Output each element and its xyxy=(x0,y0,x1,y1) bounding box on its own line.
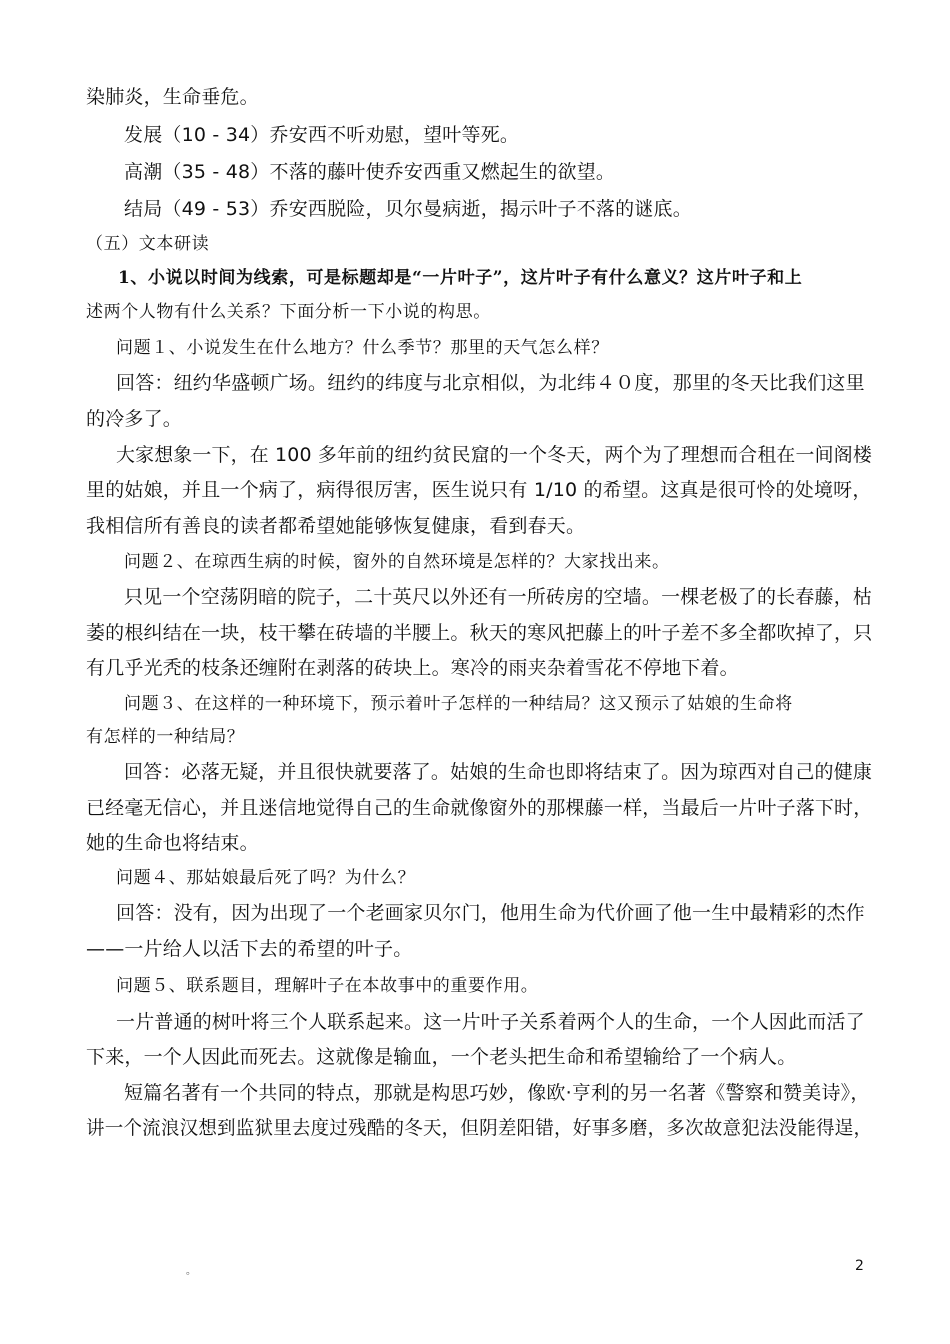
text-line: 1、小说以时间为线索，可是标题却是“一片叶子”，这片叶子有什么意义？这片叶子和上 xyxy=(118,268,803,288)
question-line: 问题２、在琼西生病的时候，窗外的自然环境是怎样的？大家找出来。 xyxy=(124,552,670,572)
answer-line: 她的生命也将结束。 xyxy=(86,832,259,854)
question-line: 有怎样的一种结局？ xyxy=(86,727,245,747)
text-line: 我相信所有善良的读者都希望她能够恢复健康，看到春天。 xyxy=(86,515,586,537)
text-line: 只见一个空荡阴暗的院子，二十英尺以外还有一所砖房的空墙。一棵老极了的长春藤，枯 xyxy=(124,586,873,608)
answer-line: 的冷多了。 xyxy=(86,408,183,430)
text-line: 大家想象一下，在 100 多年前的纽约贫民窟的一个冬天，两个为了理想而合租在一间阁楼 xyxy=(116,444,872,466)
text-line: 结局（49 - 53）乔安西脱险，贝尔曼病逝，揭示叶子不落的谜底。 xyxy=(124,198,692,220)
text-line: 述两个人物有什么关系？下面分析一下小说的构思。 xyxy=(86,302,491,322)
page-number: 2 xyxy=(855,1258,864,1274)
footer-mark: 。 xyxy=(186,1266,196,1277)
text-line: 里的姑娘，并且一个病了，病得很厉害，医生说只有 1/10 的希望。这真是很可怜的处境呀， xyxy=(86,479,872,501)
answer-line: 回答：没有，因为出现了一个老画家贝尔门，他用生命为代价画了他一生中最精彩的杰作 xyxy=(116,902,865,924)
answer-line: 回答：必落无疑，并且很快就要落了。姑娘的生命也即将结束了。因为琼西对自己的健康 xyxy=(124,761,873,783)
text-line: 一片普通的树叶将三个人联系起来。这一片叶子关系着两个人的生命，一个人因此而活了 xyxy=(116,1011,865,1033)
question-line: 问题５、联系题目，理解叶子在本故事中的重要作用。 xyxy=(116,976,539,996)
answer-line: 回答：纽约华盛顿广场。纽约的纬度与北京相似，为北纬４０度，那里的冬天比我们这里 xyxy=(116,372,865,394)
answer-line: ——一片给人以活下去的希望的叶子。 xyxy=(86,938,413,960)
text-line: 染肺炎，生命垂危。 xyxy=(86,86,259,108)
text-line: 短篇名著有一个共同的特点，那就是构思巧妙，像欧·亨利的另一名著《警察和赞美诗》， xyxy=(124,1082,870,1104)
text-line: 发展（10 - 34）乔安西不听劝慰，望叶等死。 xyxy=(124,124,520,146)
text-line: 讲一个流浪汉想到监狱里去度过残酷的冬天，但阴差阳错，好事多磨，多次故意犯法没能得逞， xyxy=(86,1117,873,1139)
text-line: 下来，一个人因此而死去。这就像是输血，一个老头把生命和希望输给了一个病人。 xyxy=(86,1046,797,1068)
text-line: 萎的根纠结在一块，枝干攀在砖墙的半腰上。秋天的寒风把藤上的叶子差不多全都吹掉了，只 xyxy=(86,622,873,644)
section-heading: （五）文本研读 xyxy=(86,234,210,254)
question-line: 问题４、那姑娘最后死了吗？为什么？ xyxy=(116,868,416,888)
text-line: 高潮（35 - 48）不落的藤叶使乔安西重又燃起生的欲望。 xyxy=(124,161,616,183)
answer-line: 已经毫无信心，并且迷信地觉得自己的生命就像窗外的那棵藤一样，当最后一片叶子落下时， xyxy=(86,797,873,819)
text-line: 有几乎光秃的枝条还缠附在剥落的砖块上。寒冷的雨夹杂着雪花不停地下着。 xyxy=(86,657,739,679)
question-line: 问题１、小说发生在什么地方？什么季节？那里的天气怎么样？ xyxy=(116,338,609,358)
question-line: 问题３、在这样的一种环境下，预示着叶子怎样的一种结局？这又预示了姑娘的生命将 xyxy=(124,694,793,714)
